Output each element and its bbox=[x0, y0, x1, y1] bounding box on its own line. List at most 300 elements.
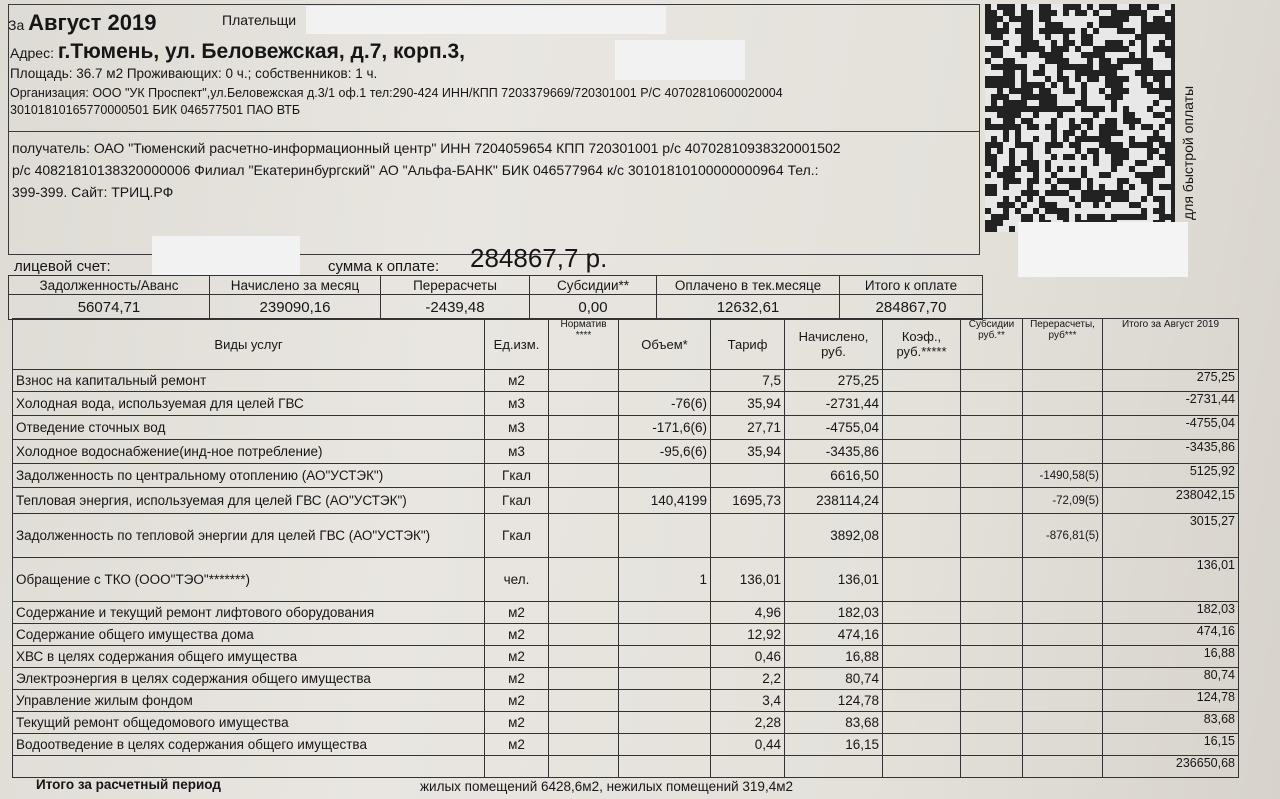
cell-name: Задолженность по тепловой энергии для целей ГВС (АО"УСТЭК") bbox=[13, 514, 485, 558]
qr-module bbox=[1081, 142, 1087, 148]
qr-module bbox=[1027, 100, 1033, 106]
qr-module bbox=[1153, 124, 1159, 130]
cell-tariff: 1695,73 bbox=[711, 488, 785, 514]
qr-module bbox=[1123, 64, 1129, 70]
cell-vol bbox=[619, 624, 711, 646]
qr-module bbox=[1159, 178, 1165, 184]
cell-norm bbox=[549, 392, 619, 416]
qr-module bbox=[1117, 34, 1123, 40]
qr-module bbox=[1069, 172, 1075, 178]
qr-module bbox=[1003, 46, 1009, 52]
qr-module bbox=[1039, 208, 1045, 214]
qr-module bbox=[1009, 52, 1015, 58]
cell-unit: Гкал bbox=[485, 514, 549, 558]
qr-module bbox=[1093, 40, 1099, 46]
qr-module bbox=[1039, 166, 1045, 172]
qr-module bbox=[1165, 208, 1171, 214]
summary-header: Начислено за месяц bbox=[210, 276, 381, 295]
qr-module bbox=[1147, 118, 1153, 124]
qr-module bbox=[1063, 94, 1069, 100]
qr-module bbox=[1027, 76, 1033, 82]
qr-module bbox=[1075, 58, 1081, 64]
qr-module bbox=[985, 136, 991, 142]
qr-module bbox=[1123, 130, 1129, 136]
qr-module bbox=[1153, 154, 1159, 160]
col-header: Объем* bbox=[619, 319, 711, 370]
qr-module bbox=[1081, 178, 1087, 184]
col-header: Ед.изм. bbox=[485, 319, 549, 370]
qr-module bbox=[1147, 202, 1153, 208]
qr-module bbox=[1147, 112, 1153, 118]
redacted-address bbox=[615, 40, 745, 80]
cell-vol: -76(6) bbox=[619, 392, 711, 416]
qr-module bbox=[997, 208, 1003, 214]
qr-module bbox=[1105, 34, 1111, 40]
cell-charged: -3435,86 bbox=[785, 440, 883, 464]
qr-module bbox=[1081, 148, 1087, 154]
cell-charged: 136,01 bbox=[785, 558, 883, 602]
cell-vol bbox=[619, 646, 711, 668]
qr-module bbox=[985, 40, 991, 46]
qr-module bbox=[985, 130, 991, 136]
qr-module bbox=[1117, 202, 1123, 208]
qr-module bbox=[1075, 16, 1081, 22]
qr-module bbox=[1045, 172, 1051, 178]
qr-module bbox=[1129, 160, 1135, 166]
qr-module bbox=[1135, 166, 1141, 172]
qr-module bbox=[1153, 184, 1159, 190]
qr-module bbox=[1129, 34, 1135, 40]
recipient-line-3: 399-399. Сайт: ТРИЦ.РФ bbox=[12, 184, 174, 200]
qr-module bbox=[1045, 154, 1051, 160]
qr-module bbox=[1015, 202, 1021, 208]
cell-tariff: 4,96 bbox=[711, 602, 785, 624]
cell-subs bbox=[961, 624, 1023, 646]
cell-recalc bbox=[1023, 734, 1103, 756]
qr-module bbox=[1087, 166, 1093, 172]
qr-module bbox=[1159, 106, 1165, 112]
qr-module bbox=[1051, 4, 1057, 10]
qr-module bbox=[1015, 148, 1021, 154]
cell-tariff: 7,5 bbox=[711, 370, 785, 392]
col-header: Коэф., руб.***** bbox=[883, 319, 961, 370]
qr-module bbox=[1039, 124, 1045, 130]
qr-module bbox=[1081, 58, 1087, 64]
qr-module bbox=[1153, 202, 1159, 208]
qr-module bbox=[1123, 142, 1129, 148]
qr-module bbox=[1141, 166, 1147, 172]
qr-module bbox=[985, 52, 991, 58]
qr-module bbox=[991, 88, 997, 94]
qr-module bbox=[1027, 208, 1033, 214]
qr-module bbox=[1081, 160, 1087, 166]
qr-module bbox=[1099, 10, 1105, 16]
qr-module bbox=[1165, 82, 1171, 88]
qr-module bbox=[1057, 148, 1063, 154]
qr-module bbox=[1075, 112, 1081, 118]
qr-module bbox=[1045, 64, 1051, 70]
qr-module bbox=[1135, 178, 1141, 184]
qr-module bbox=[1153, 214, 1159, 220]
qr-module bbox=[1039, 34, 1045, 40]
qr-module bbox=[985, 70, 991, 76]
qr-module bbox=[1135, 88, 1141, 94]
qr-module bbox=[1081, 76, 1087, 82]
qr-module bbox=[1015, 94, 1021, 100]
qr-module bbox=[1129, 196, 1135, 202]
qr-module bbox=[1135, 28, 1141, 34]
summary-value: 284867,70 bbox=[840, 295, 983, 320]
qr-module bbox=[1117, 112, 1123, 118]
qr-module bbox=[1105, 214, 1111, 220]
qr-module bbox=[1021, 154, 1027, 160]
cell-subs bbox=[961, 440, 1023, 464]
col-header: Субсидии руб.** bbox=[961, 319, 1023, 370]
qr-module bbox=[1141, 118, 1147, 124]
qr-module bbox=[997, 58, 1003, 64]
col-header: Норматив **** bbox=[549, 319, 619, 370]
qr-module bbox=[997, 40, 1003, 46]
qr-module bbox=[1087, 202, 1093, 208]
cell-subs bbox=[961, 734, 1023, 756]
col-header: Виды услуг bbox=[13, 319, 485, 370]
qr-module bbox=[1069, 148, 1075, 154]
qr-module bbox=[1075, 22, 1081, 28]
services-header-row bbox=[13, 319, 1239, 370]
sum-label: сумма к оплате: bbox=[328, 258, 440, 275]
qr-module bbox=[1165, 190, 1171, 196]
qr-module bbox=[1063, 70, 1069, 76]
qr-module bbox=[1093, 208, 1099, 214]
qr-module bbox=[1021, 148, 1027, 154]
qr-module bbox=[1033, 64, 1039, 70]
summary-value: 0,00 bbox=[530, 295, 657, 320]
qr-module bbox=[1033, 4, 1039, 10]
cell-coef bbox=[883, 514, 961, 558]
cell-coef bbox=[883, 370, 961, 392]
qr-module bbox=[1069, 34, 1075, 40]
cell-vol bbox=[619, 734, 711, 756]
qr-module bbox=[1039, 184, 1045, 190]
qr-module bbox=[1081, 214, 1087, 220]
empty-cell bbox=[711, 756, 785, 778]
qr-module bbox=[1045, 40, 1051, 46]
cell-unit: м3 bbox=[485, 392, 549, 416]
cell-tariff bbox=[711, 514, 785, 558]
cell-recalc bbox=[1023, 712, 1103, 734]
qr-module bbox=[1033, 88, 1039, 94]
cell-total: 3015,27 bbox=[1103, 514, 1239, 558]
qr-module bbox=[1009, 220, 1015, 226]
empty-cell bbox=[619, 756, 711, 778]
cell-unit: м3 bbox=[485, 416, 549, 440]
qr-module bbox=[997, 226, 1003, 232]
cell-charged: 474,16 bbox=[785, 624, 883, 646]
qr-module bbox=[1159, 10, 1165, 16]
qr-module bbox=[1123, 184, 1129, 190]
cell-recalc bbox=[1023, 602, 1103, 624]
redacted-payer bbox=[306, 6, 666, 34]
qr-module bbox=[991, 202, 997, 208]
qr-module bbox=[1099, 154, 1105, 160]
qr-module bbox=[1093, 16, 1099, 22]
cell-vol: 140,4199 bbox=[619, 488, 711, 514]
qr-module bbox=[1159, 58, 1165, 64]
cell-norm bbox=[549, 416, 619, 440]
qr-module bbox=[1129, 100, 1135, 106]
qr-module bbox=[991, 196, 997, 202]
qr-module bbox=[997, 190, 1003, 196]
qr-module bbox=[1117, 100, 1123, 106]
qr-module bbox=[1057, 34, 1063, 40]
qr-module bbox=[1123, 160, 1129, 166]
qr-module bbox=[1075, 88, 1081, 94]
qr-module bbox=[985, 88, 991, 94]
qr-module bbox=[1063, 184, 1069, 190]
qr-module bbox=[1075, 40, 1081, 46]
qr-module bbox=[1051, 16, 1057, 22]
qr-module bbox=[1051, 160, 1057, 166]
qr-module bbox=[1009, 94, 1015, 100]
qr-module bbox=[1105, 106, 1111, 112]
qr-module bbox=[997, 100, 1003, 106]
cell-total: 80,74 bbox=[1103, 668, 1239, 690]
qr-module bbox=[1159, 52, 1165, 58]
qr-module bbox=[1057, 82, 1063, 88]
qr-module bbox=[1075, 190, 1081, 196]
summary-header: Оплачено в тек.месяце bbox=[657, 276, 840, 295]
cell-tariff: 2,2 bbox=[711, 668, 785, 690]
qr-module bbox=[997, 166, 1003, 172]
qr-module bbox=[1045, 46, 1051, 52]
qr-module bbox=[1051, 196, 1057, 202]
qr-module bbox=[1165, 64, 1171, 70]
qr-module bbox=[1123, 82, 1129, 88]
qr-module bbox=[1051, 112, 1057, 118]
qr-module bbox=[1069, 76, 1075, 82]
qr-module bbox=[1099, 148, 1105, 154]
qr-module bbox=[1099, 100, 1105, 106]
qr-module bbox=[1123, 94, 1129, 100]
qr-module bbox=[1159, 148, 1165, 154]
qr-module bbox=[1165, 130, 1171, 136]
qr-module bbox=[1009, 46, 1015, 52]
qr-module bbox=[1015, 10, 1021, 16]
qr-module bbox=[1153, 94, 1159, 100]
cell-name: Управление жилым фондом bbox=[13, 690, 485, 712]
qr-module bbox=[1069, 58, 1075, 64]
qr-module bbox=[1159, 160, 1165, 166]
cell-norm bbox=[549, 602, 619, 624]
cell-subs bbox=[961, 392, 1023, 416]
qr-module bbox=[1033, 214, 1039, 220]
qr-module bbox=[1075, 118, 1081, 124]
qr-module bbox=[1039, 112, 1045, 118]
qr-module bbox=[1135, 16, 1141, 22]
qr-module bbox=[1057, 118, 1063, 124]
qr-module bbox=[1009, 22, 1015, 28]
qr-module bbox=[1015, 40, 1021, 46]
qr-module bbox=[1153, 64, 1159, 70]
qr-module bbox=[991, 4, 997, 10]
qr-module bbox=[1165, 136, 1171, 142]
qr-module bbox=[1111, 202, 1117, 208]
cell-total: 124,78 bbox=[1103, 690, 1239, 712]
qr-module bbox=[985, 94, 991, 100]
qr-module bbox=[1129, 178, 1135, 184]
qr-module bbox=[997, 118, 1003, 124]
qr-module bbox=[1129, 46, 1135, 52]
qr-module bbox=[1003, 226, 1009, 232]
qr-module bbox=[1165, 100, 1171, 106]
qr-module bbox=[1033, 76, 1039, 82]
qr-module bbox=[1003, 160, 1009, 166]
qr-module bbox=[1135, 184, 1141, 190]
qr-module bbox=[1063, 52, 1069, 58]
col-header: Итого за Август 2019 bbox=[1103, 319, 1239, 370]
address-line: Адрес: г.Тюмень, ул. Беловежская, д.7, корп.3, bbox=[10, 40, 465, 63]
qr-module bbox=[1033, 16, 1039, 22]
qr-module bbox=[1129, 88, 1135, 94]
qr-module bbox=[1039, 172, 1045, 178]
qr-module bbox=[1015, 52, 1021, 58]
cell-charged: 6616,50 bbox=[785, 464, 883, 488]
qr-module bbox=[1141, 88, 1147, 94]
recipient-line-1: получатель: ОАО "Тюменский расчетно-информационный центр" ИНН 7204059654 КПП 720301001 р/с 40702810938320001502 bbox=[12, 140, 841, 156]
cell-coef bbox=[883, 602, 961, 624]
qr-module bbox=[1135, 100, 1141, 106]
qr-module bbox=[1129, 130, 1135, 136]
qr-module bbox=[1135, 190, 1141, 196]
qr-module bbox=[1069, 208, 1075, 214]
qr-module bbox=[1153, 190, 1159, 196]
qr-module bbox=[1021, 124, 1027, 130]
qr-module bbox=[1129, 94, 1135, 100]
qr-module bbox=[1069, 160, 1075, 166]
qr-module bbox=[1081, 112, 1087, 118]
qr-module bbox=[1075, 34, 1081, 40]
cell-name: Взнос на капитальный ремонт bbox=[13, 370, 485, 392]
cell-recalc bbox=[1023, 624, 1103, 646]
cell-tariff: 0,46 bbox=[711, 646, 785, 668]
summary-header: Субсидии** bbox=[530, 276, 657, 295]
qr-module bbox=[1123, 166, 1129, 172]
qr-module bbox=[1063, 22, 1069, 28]
organization-line: Организация: ООО "УК Проспект",ул.Беловежская д.3/1 оф.1 тел:290-424 ИНН/КПП 7203379669/720301001 Р/С 40702810600020004 bbox=[10, 86, 783, 100]
table-row bbox=[13, 602, 1239, 624]
qr-module bbox=[1003, 52, 1009, 58]
summary-value: -2439,48 bbox=[381, 295, 530, 320]
qr-module bbox=[1021, 196, 1027, 202]
qr-module bbox=[1063, 166, 1069, 172]
qr-module bbox=[1039, 148, 1045, 154]
qr-module bbox=[1033, 196, 1039, 202]
qr-module bbox=[1087, 94, 1093, 100]
payer-label: Плательщи bbox=[222, 12, 297, 28]
qr-module bbox=[1159, 118, 1165, 124]
qr-module bbox=[1087, 16, 1093, 22]
qr-module bbox=[1099, 208, 1105, 214]
qr-module bbox=[1069, 136, 1075, 142]
table-row bbox=[13, 370, 1239, 392]
qr-module bbox=[985, 64, 991, 70]
qr-module bbox=[985, 100, 991, 106]
qr-module bbox=[1093, 64, 1099, 70]
qr-module bbox=[1033, 130, 1039, 136]
empty-cell bbox=[961, 756, 1023, 778]
table-row bbox=[13, 712, 1239, 734]
qr-module bbox=[1069, 100, 1075, 106]
qr-module bbox=[1099, 178, 1105, 184]
qr-module bbox=[1057, 124, 1063, 130]
qr-module bbox=[1063, 112, 1069, 118]
cell-vol bbox=[619, 370, 711, 392]
qr-module bbox=[1087, 154, 1093, 160]
qr-module bbox=[1147, 40, 1153, 46]
cell-name: Электроэнергия в целях содержания общего имущества bbox=[13, 668, 485, 690]
qr-module bbox=[1075, 166, 1081, 172]
qr-module bbox=[1141, 202, 1147, 208]
qr-module bbox=[1069, 112, 1075, 118]
qr-module bbox=[1027, 172, 1033, 178]
qr-module bbox=[1003, 34, 1009, 40]
qr-module bbox=[997, 178, 1003, 184]
qr-module bbox=[1111, 112, 1117, 118]
qr-module bbox=[1105, 178, 1111, 184]
qr-module bbox=[1141, 106, 1147, 112]
qr-module bbox=[1141, 130, 1147, 136]
cell-total: 16,88 bbox=[1103, 646, 1239, 668]
qr-module bbox=[1105, 166, 1111, 172]
qr-module bbox=[1087, 160, 1093, 166]
cell-name: Холодная вода, используемая для целей ГВС bbox=[13, 392, 485, 416]
qr-module bbox=[1105, 196, 1111, 202]
qr-module bbox=[1069, 214, 1075, 220]
qr-module bbox=[1021, 172, 1027, 178]
qr-module bbox=[1087, 172, 1093, 178]
qr-module bbox=[1039, 190, 1045, 196]
qr-module bbox=[1081, 16, 1087, 22]
qr-module bbox=[1105, 184, 1111, 190]
qr-module bbox=[1003, 154, 1009, 160]
cell-recalc bbox=[1023, 558, 1103, 602]
cell-name: Тепловая энергия, используемая для целей ГВС (АО"УСТЭК") bbox=[13, 488, 485, 514]
cell-total: 16,15 bbox=[1103, 734, 1239, 756]
qr-module bbox=[1093, 184, 1099, 190]
qr-module bbox=[1093, 166, 1099, 172]
qr-module bbox=[1033, 34, 1039, 40]
cell-subs bbox=[961, 558, 1023, 602]
qr-module bbox=[1063, 124, 1069, 130]
qr-module bbox=[1021, 136, 1027, 142]
table-row bbox=[13, 488, 1239, 514]
qr-module bbox=[1159, 100, 1165, 106]
empty-cell bbox=[485, 756, 549, 778]
qr-module bbox=[1039, 160, 1045, 166]
qr-module bbox=[1063, 202, 1069, 208]
table-row bbox=[13, 416, 1239, 440]
cell-recalc bbox=[1023, 646, 1103, 668]
qr-module bbox=[985, 196, 991, 202]
qr-module bbox=[985, 178, 991, 184]
qr-module bbox=[1129, 64, 1135, 70]
qr-module bbox=[1135, 76, 1141, 82]
cell-subs bbox=[961, 690, 1023, 712]
qr-module bbox=[997, 70, 1003, 76]
qr-module bbox=[1021, 178, 1027, 184]
qr-module bbox=[997, 160, 1003, 166]
qr-module bbox=[1075, 106, 1081, 112]
